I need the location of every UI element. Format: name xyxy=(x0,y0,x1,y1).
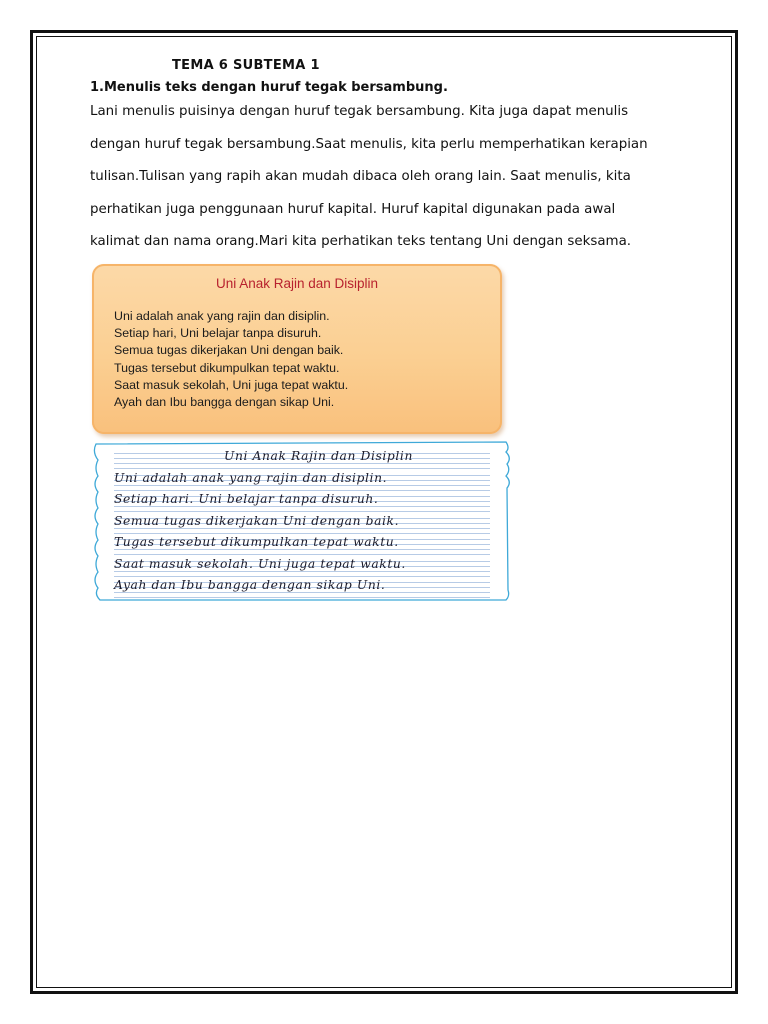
printed-line: Ayah dan Ibu bangga dengan sikap Uni. xyxy=(114,395,335,410)
printed-line: Setiap hari, Uni belajar tanpa disuruh. xyxy=(114,326,322,341)
printed-line: Tugas tersebut dikumpulkan tepat waktu. xyxy=(114,360,340,375)
printed-line: Uni adalah anak yang rajin dan disiplin. xyxy=(114,309,330,323)
paragraph-line: Lani menulis puisinya dengan huruf tegak bersambung. Kita juga dapat menulis xyxy=(90,104,629,119)
cursive-line: Ayah dan Ibu bangga dengan sikap Uni. xyxy=(114,578,386,592)
printed-line: Saat masuk sekolah, Uni juga tepat waktu. xyxy=(114,377,349,392)
paragraph-line: dengan huruf tegak bersambung.Saat menulis, kita perlu memperhatikan kerapian xyxy=(90,136,648,152)
cursive-line: Semua tugas dikerjakan Uni dengan baik. xyxy=(114,513,400,528)
cursive-line: Uni adalah anak yang rajin dan disiplin. xyxy=(114,470,388,485)
printed-line: Semua tugas dikerjakan Uni dengan baik. xyxy=(114,343,344,358)
cursive-lines xyxy=(114,448,490,599)
cursive-row xyxy=(114,534,490,556)
cursive-line: Setiap hari. Uni belajar tanpa disuruh. xyxy=(114,492,379,506)
cursive-title: Uni Anak Rajin dan Disiplin xyxy=(224,449,413,463)
section-heading: 1.Menulis teks dengan huruf tegak bersambung. xyxy=(90,80,448,95)
paragraph-line: kalimat dan nama orang.Mari kita perhatikan teks tentang Uni dengan seksama. xyxy=(90,234,632,250)
paragraph-line: perhatikan juga penggunaan huruf kapital. Huruf kapital digunakan pada awal xyxy=(90,201,616,217)
printed-text-box xyxy=(92,264,502,434)
cursive-row xyxy=(114,513,490,535)
page-title: TEMA 6 SUBTEMA 1 xyxy=(172,58,320,73)
cursive-text-box xyxy=(92,440,514,602)
printed-text-title: Uni Anak Rajin dan Disiplin xyxy=(215,276,379,291)
cursive-row xyxy=(114,491,490,513)
cursive-row xyxy=(114,470,490,492)
cursive-line: Tugas tersebut dikumpulkan tepat waktu. xyxy=(114,535,399,549)
cursive-line: Saat masuk sekolah. Uni juga tepat waktu. xyxy=(114,556,406,571)
paragraph-line: tulisan.Tulisan yang rapih akan mudah dibaca oleh orang lain. Saat menulis, kita xyxy=(90,169,631,185)
cursive-title-row xyxy=(114,448,490,470)
cursive-row xyxy=(114,577,490,599)
intro-paragraph xyxy=(90,96,690,259)
cursive-row xyxy=(114,556,490,578)
printed-text-lines xyxy=(114,308,348,411)
